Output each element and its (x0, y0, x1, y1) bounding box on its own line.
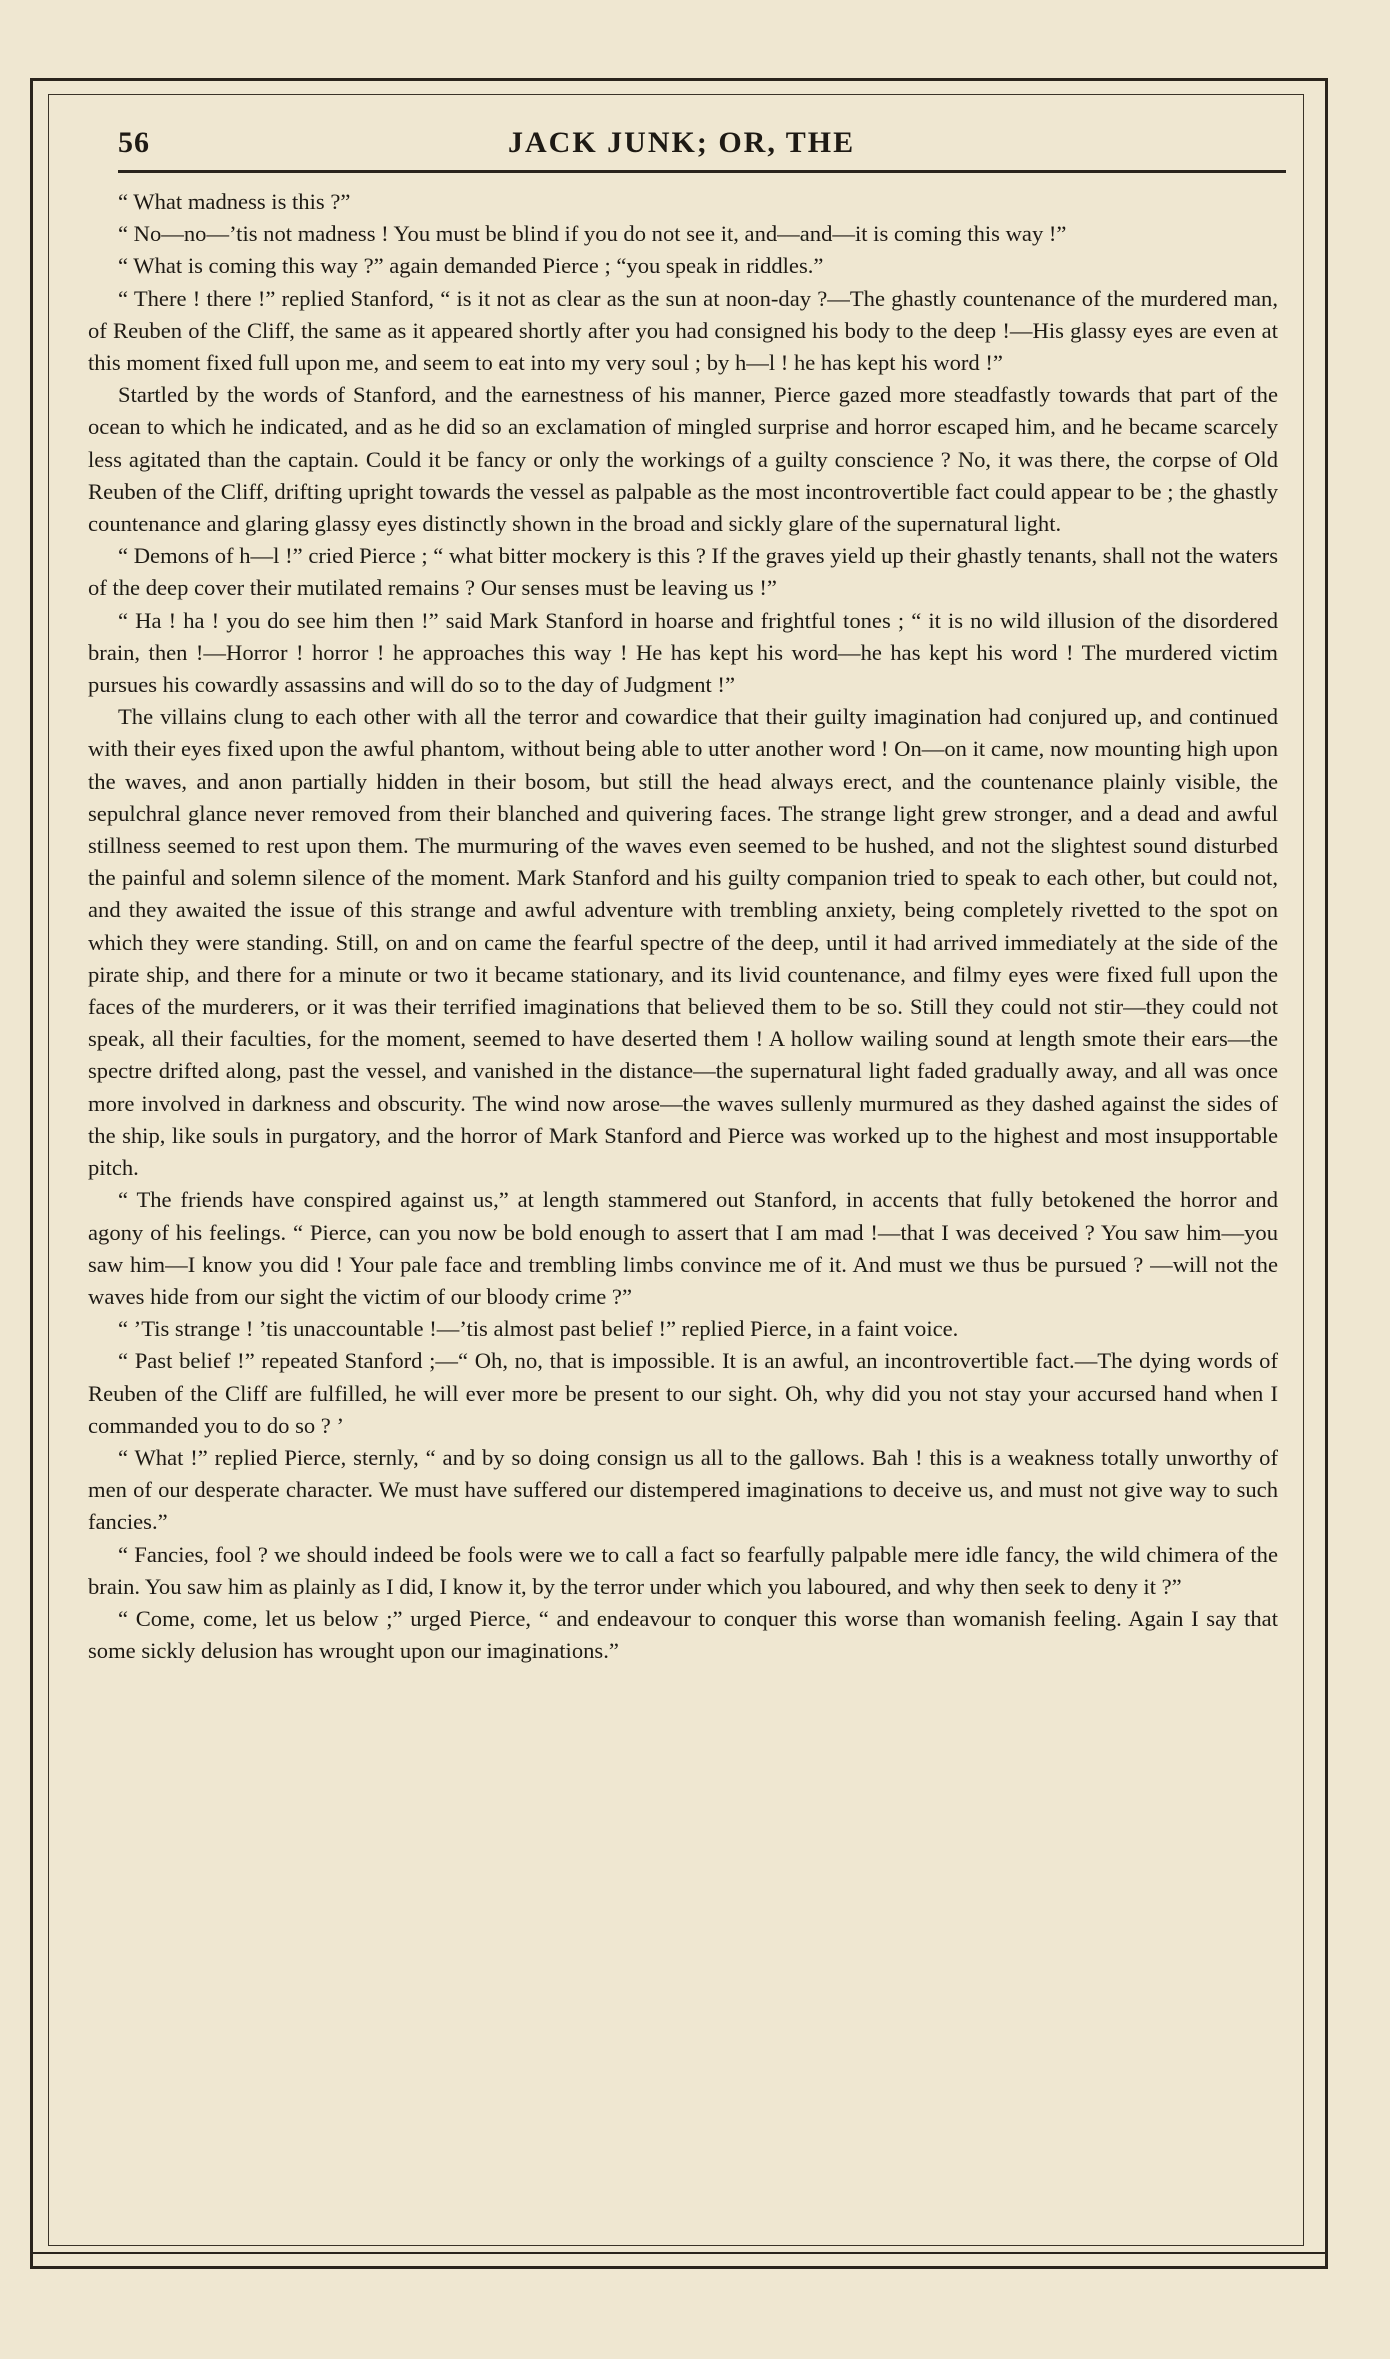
paragraph: “ Demons of h—l !” cried Pierce ; “ what bitter mockery is this ? If the graves yield up their ghastly tenants, shall not the waters of the deep cover their mutilated remains ? Our senses must be leaving us !” (88, 543, 1278, 601)
bottom-rule (30, 2252, 1328, 2254)
paragraph: “ What madness is this ?” (118, 189, 351, 214)
paragraph: “ The friends have conspired against us,” at length stammered out Stanford, in accents that fully betokened the horror and agony of his feelings. “ Pierce, can you now be bold enough to assert that I am mad !—that I was deceived ? You saw him—you saw him—I know you did ! Your pale face and trembling limbs convince me of it. And must we thus be pursued ? —will not the waves hide from our sight the victim of our bloody crime ?” (88, 1187, 1278, 1309)
paragraph: “ Past belief !” repeated Stanford ;—“ Oh, no, that is impossible. It is an awful, an incontrovertible fact.—The dying words of Reuben of the Cliff are fulfilled, he will ever more be present to our sight. Oh, why did you not stay your accursed hand when I commanded you to do so ? ’ (88, 1348, 1278, 1438)
paragraph: “ Fancies, fool ? we should indeed be fools were we to call a fact so fearfully palpable mere idle fancy, the wild chimera of the brain. You saw him as plainly as I did, I know it, by the terror under which you laboured, and why then seek to deny it ?” (88, 1541, 1278, 1599)
paragraph: “ No—no—’tis not madness ! You must be blind if you do not see it, and—and—it is coming this way !” (118, 221, 1067, 247)
header-rule (118, 170, 1286, 173)
page-header (118, 124, 1286, 168)
paragraph: “ ’Tis strange ! ’tis unaccountable !—’tis almost past belief !” replied Pierce, in a faint voice. (118, 1316, 959, 1342)
paragraph: “ Ha ! ha ! you do see him then !” said Mark Stanford in hoarse and frightful tones ; “ it is no wild illusion of the disordered brain, then !—Horror ! horror ! he approaches this way ! He has kept his word—he has kept his word ! The murdered victim pursues his cowardly assassins and will do so to the day of Judgment !” (88, 607, 1278, 698)
paragraph: Startled by the words of Stanford, and the earnestness of his manner, Pierce gazed more steadfastly towards that part of the ocean to which he indicated, and as he did so an exclamation of mingled surprise and horror escaped him, and he became scarcely less agitated than the captain. Could it be fancy or only the workings of a guilty conscience ? No, it was there, the corpse of Old Reuben of the Cliff, drifting upright towards the vessel as palpable as the most incontrovertible fact could appear to be ; the ghastly countenance and glaring glassy eyes distinctly shown in the broad and sickly glare of the supernatural light. (88, 382, 1278, 537)
page-number: 56 (118, 126, 150, 159)
paragraph: “ There ! there !” replied Stanford, “ is it not as clear as the sun at noon-day ?—The ghastly countenance of the murdered man, of Reuben of the Cliff, the same as it appeared shortly after you had consigned his body to the deep !—His glassy eyes are even at this moment fixed full upon me, and seem to eat into my very soul ; by h—l ! he has kept his word !” (88, 285, 1278, 376)
running-head: JACK JUNK; OR, THE (508, 126, 856, 159)
paragraph: “ What is coming this way ?” again demanded Pierce ; “you speak in riddles.” (118, 253, 824, 279)
paragraph: The villains clung to each other with all the terror and cowardice that their guilty imagination had conjured up, and continued with their eyes fixed upon the awful phantom, without being able to utter another word ! On—on it came, now mounting high upon the waves, and anon partially hidden in their bosom, but still the head always erect, and the countenance plainly visible, the sepulchral glance never removed from their blanched and quivering faces. The strange light grew stronger, and a dead and awful stillness seemed to rest upon them. The murmuring of the waves even seemed to be hushed, and not the slightest sound disturbed the painful and solemn silence of the moment. Mark Stanford and his guilty companion tried to speak to each other, but could not, and they awaited the issue of this strange and awful adventure with trembling anxiety, being completely rivetted to the spot on which they were standing. Still, on and on came the fearful spectre of the deep, until it had arrived immediately at the side of the pirate ship, and there for a minute or two it became stationary, and its livid countenance, and filmy eyes were fixed full upon the faces of the murderers, or it was their terrified imaginations that believed them to be so. Still they could not stir—they could not speak, all their faculties, for the moment, seemed to have deserted them ! A hollow wailing sound at length smote their ears—the spectre drifted along, past the vessel, and vanished in the distance—the supernatural light faded gradually away, and all was once more involved in darkness and obscurity. The wind now arose—the waves sullenly murmured as they dashed against the sides of the ship, like souls in purgatory, and the horror of Mark Stanford and Pierce was worked up to the highest and most insupportable pitch. (88, 704, 1278, 1181)
body-text (88, 186, 1278, 1667)
paragraph: “ Come, come, let us below ;” urged Pierce, “ and endeavour to conquer this worse than womanish feeling. Again I say that some sickly delusion has wrought upon our imaginations.” (88, 1605, 1278, 1664)
paragraph: “ What !” replied Pierce, sternly, “ and by so doing consign us all to the gallows. Bah ! this is a weakness totally unworthy of men of our desperate character. We must have suffered our distempered imaginations to deceive us, and must not give way to such fancies.” (88, 1444, 1278, 1535)
